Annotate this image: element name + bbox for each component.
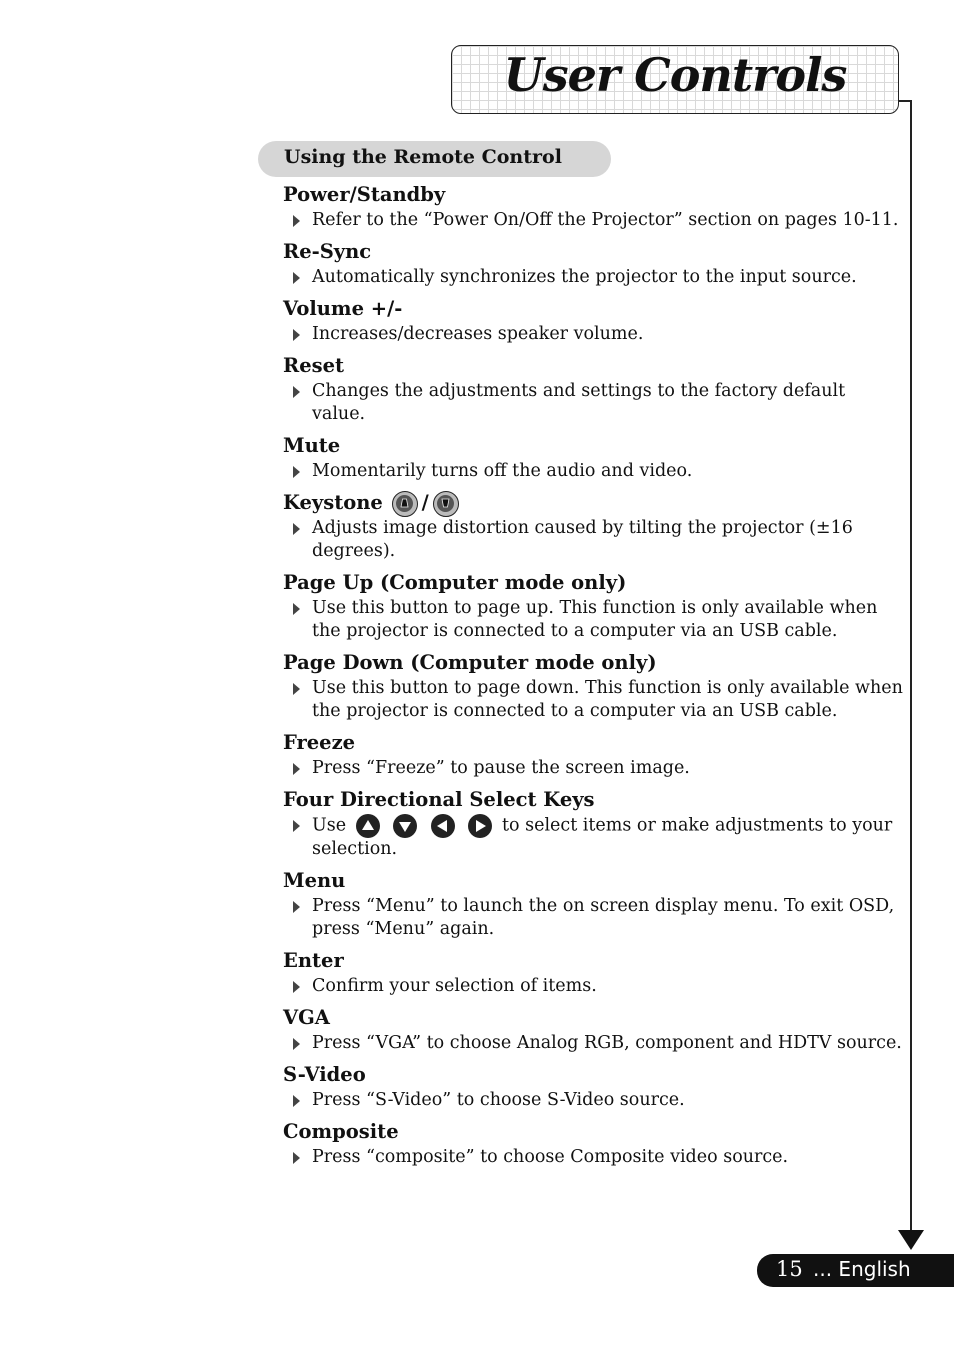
section-title: Using the Remote Control (284, 146, 562, 168)
heading-keystone-label: Keystone (283, 491, 383, 514)
bullet-arrow-icon (293, 901, 300, 913)
page-title: User Controls (503, 48, 847, 102)
bullet-arrow-icon (293, 683, 300, 695)
item-text: Press “S-Video” to choose S-Video source. (312, 1090, 685, 1110)
item-volume (283, 323, 903, 346)
bullet-arrow-icon (293, 329, 300, 341)
bullet-arrow-icon (293, 386, 300, 398)
section-header (258, 141, 611, 177)
heading-menu: Menu (283, 869, 346, 892)
item-mute (283, 460, 903, 483)
item-s-video (283, 1089, 903, 1112)
heading-enter: Enter (283, 949, 344, 972)
heading-re-sync: Re-Sync (283, 240, 372, 263)
bullet-arrow-icon (293, 763, 300, 775)
heading-four-directional: Four Directional Select Keys (283, 788, 595, 811)
item-vga (283, 1032, 903, 1055)
heading-s-video: S-Video (283, 1063, 366, 1086)
heading-page-down: Page Down (Computer mode only) (283, 651, 657, 674)
item-text-before: Use (312, 815, 347, 836)
arrow-left-icon (431, 814, 455, 838)
item-freeze (283, 757, 903, 780)
keystone-separator: / (421, 491, 429, 514)
heading-freeze: Freeze (283, 731, 356, 754)
item-text: Use this button to page up. This function is only available when the projector is connected to a computer via an USB cable. (312, 598, 878, 641)
item-text: Press “composite” to choose Composite video source. (312, 1147, 789, 1167)
heading-reset: Reset (283, 354, 345, 377)
content (283, 180, 903, 1174)
item-text: Press “Freeze” to pause the screen image. (312, 758, 690, 778)
bullet-arrow-icon (293, 1038, 300, 1050)
item-text: Changes the adjustments and settings to the factory default value. (312, 381, 846, 424)
arrow-down-icon (393, 814, 417, 838)
down-arrow-icon (898, 1230, 924, 1250)
item-text: Confirm your selection of items. (312, 976, 597, 996)
item-menu (283, 895, 903, 941)
heading-volume: Volume +/- (283, 297, 403, 320)
item-text: Automatically synchronizes the projector to the input source. (312, 267, 857, 287)
item-four-directional (283, 814, 903, 861)
keystone-up-icon (392, 491, 418, 517)
item-text: Press “Menu” to launch the on screen display menu. To exit OSD, press “Menu” again. (312, 896, 895, 939)
bullet-arrow-icon (293, 215, 300, 227)
arrow-right-icon (468, 814, 492, 838)
heading-keystone (283, 488, 903, 517)
item-re-sync (283, 266, 903, 289)
bullet-arrow-icon (293, 1095, 300, 1107)
heading-page-up: Page Up (Computer mode only) (283, 571, 627, 594)
page-number: 15 (776, 1257, 803, 1281)
item-text: Increases/decreases speaker volume. (312, 324, 644, 344)
footer-language: ... English (813, 1257, 911, 1281)
item-text: Use this button to page down. This function is only available when the projector is connected to a computer via an USB cable. (312, 678, 903, 721)
bullet-arrow-icon (293, 603, 300, 615)
bullet-arrow-icon (293, 523, 300, 535)
bullet-arrow-icon (293, 820, 300, 832)
heading-vga: VGA (283, 1006, 330, 1029)
item-enter (283, 975, 903, 998)
item-power-standby (283, 209, 903, 232)
bullet-arrow-icon (293, 981, 300, 993)
item-text: Refer to the “Power On/Off the Projector” section on pages 10-11. (312, 210, 899, 230)
item-text: Press “VGA” to choose Analog RGB, component and HDTV source. (312, 1033, 902, 1053)
bullet-arrow-icon (293, 272, 300, 284)
item-page-up (283, 597, 903, 643)
item-composite (283, 1146, 903, 1169)
title-box (451, 45, 899, 114)
bullet-arrow-icon (293, 1152, 300, 1164)
page-footer (757, 1254, 954, 1287)
item-keystone (283, 517, 903, 563)
bullet-arrow-icon (293, 466, 300, 478)
item-text-after: to select items or make adjustments to your selection. (312, 815, 893, 859)
item-reset (283, 380, 903, 426)
keystone-down-icon (433, 491, 459, 517)
item-text: Momentarily turns off the audio and video. (312, 461, 693, 481)
heading-power-standby: Power/Standby (283, 183, 446, 206)
arrow-up-icon (356, 814, 380, 838)
item-text: Adjusts image distortion caused by tilting the projector (±16 degrees). (312, 518, 853, 561)
heading-mute: Mute (283, 434, 341, 457)
margin-rule (910, 100, 912, 1232)
heading-composite: Composite (283, 1120, 399, 1143)
item-page-down (283, 677, 903, 723)
